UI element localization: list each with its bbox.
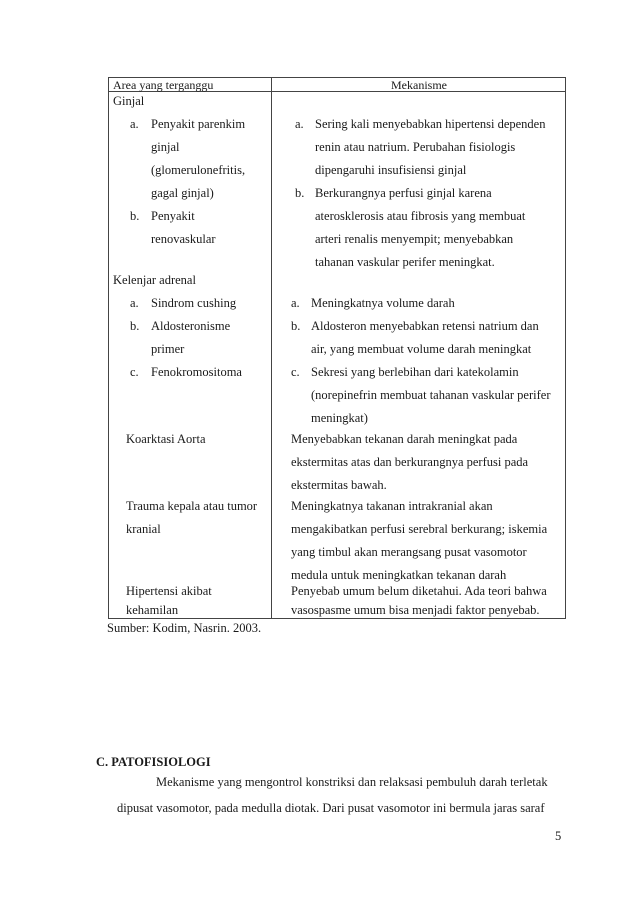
adrenal-right-line: Meningkatnya volume darah: [311, 296, 455, 310]
page-number: 5: [555, 829, 562, 843]
table-header-area: Area yang terganggu: [113, 78, 214, 92]
ginjal-left-line: ginjal: [151, 140, 180, 154]
koarktasi-right-line: ekstermitas atas dan berkurangnya perfusi pada: [291, 455, 529, 469]
ginjal-right-marker: a.: [295, 117, 304, 131]
adrenal-left-marker: a.: [130, 296, 139, 310]
koarktasi-left-line: Koarktasi Aorta: [126, 432, 206, 446]
ginjal-right-line: aterosklerosis atau fibrosis yang membuat: [315, 209, 526, 223]
koarktasi-right-line: Menyebabkan tekanan darah meningkat pada: [291, 432, 518, 446]
trauma-left-line: Trauma kepala atau tumor: [126, 499, 258, 513]
table-source: Sumber: Kodim, Nasrin. 2003.: [107, 621, 262, 635]
ginjal-right-line: renin atau natrium. Perubahan fisiologis: [315, 140, 516, 154]
paragraph-line: Mekanisme yang mengontrol konstriksi dan relaksasi pembuluh darah terletak: [156, 775, 548, 789]
ginjal-right-marker: b.: [295, 186, 305, 200]
adrenal-left-marker: b.: [130, 319, 140, 333]
adrenal-right-line: Aldosteron menyebabkan retensi natrium dan: [311, 319, 539, 333]
ginjal-left-line: renovaskular: [151, 232, 216, 246]
ginjal-title: Ginjal: [113, 94, 145, 108]
adrenal-right-line: meningkat): [311, 411, 368, 425]
kehamilan-right-line: Penyebab umum belum diketahui. Ada teori bahwa: [291, 584, 547, 598]
adrenal-left-line: Aldosteronisme: [151, 319, 231, 333]
adrenal-right-marker: c.: [291, 365, 300, 379]
trauma-right-line: mengakibatkan perfusi serebral berkurang; iskemia: [291, 522, 548, 536]
adrenal-right-marker: a.: [291, 296, 300, 310]
adrenal-right-line: air, yang membuat volume darah meningkat: [311, 342, 532, 356]
adrenal-right-line: Sekresi yang berlebihan dari katekolamin: [311, 365, 519, 379]
trauma-right-line: yang timbul akan merangsang pusat vasomotor: [291, 545, 527, 559]
ginjal-left-line: gagal ginjal): [151, 186, 214, 200]
adrenal-left-marker: c.: [130, 365, 139, 379]
adrenal-left-line: Sindrom cushing: [151, 296, 237, 310]
ginjal-right-line: Sering kali menyebabkan hipertensi dependen: [315, 117, 546, 131]
ginjal-right-line: arteri renalis menyempit; menyebabkan: [315, 232, 514, 246]
trauma-left-line: kranial: [126, 522, 161, 536]
ginjal-right-line: tahanan vaskular perifer meningkat.: [315, 255, 495, 269]
trauma-right-line: medula untuk meningkatkan tekanan darah: [291, 568, 507, 582]
paragraph-line: dipusat vasomotor, pada medulla diotak. Dari pusat vasomotor ini bermula jaras saraf: [117, 801, 545, 815]
ginjal-left-line: Penyakit parenkim: [151, 117, 246, 131]
ginjal-right-line: Berkurangnya perfusi ginjal karena: [315, 186, 492, 200]
ginjal-left-marker: b.: [130, 209, 140, 223]
adrenal-left-line: primer: [151, 342, 185, 356]
trauma-right-line: Meningkatnya takanan intrakranial akan: [291, 499, 493, 513]
ginjal-left-line: (glomerulonefritis,: [151, 163, 246, 177]
kehamilan-left-line: Hipertensi akibat: [126, 584, 212, 598]
kehamilan-left-line: kehamilan: [126, 603, 179, 617]
ginjal-left-line: Penyakit: [151, 209, 195, 223]
adrenal-title: Kelenjar adrenal: [113, 273, 196, 287]
kehamilan-right-line: vasospasme umum bisa menjadi faktor penyebab.: [291, 603, 540, 617]
koarktasi-right-line: ekstermitas bawah.: [291, 478, 387, 492]
table-column-divider: [271, 77, 272, 619]
ginjal-right-line: dipengaruhi insufisiensi ginjal: [315, 163, 467, 177]
adrenal-right-line: (norepinefrin membuat tahanan vaskular perifer: [311, 388, 551, 402]
table-header-mechanism: Mekanisme: [391, 78, 447, 92]
section-heading: C. PATOFISIOLOGI: [96, 755, 211, 769]
adrenal-right-marker: b.: [291, 319, 301, 333]
ginjal-left-marker: a.: [130, 117, 139, 131]
adrenal-left-line: Fenokromositoma: [151, 365, 242, 379]
